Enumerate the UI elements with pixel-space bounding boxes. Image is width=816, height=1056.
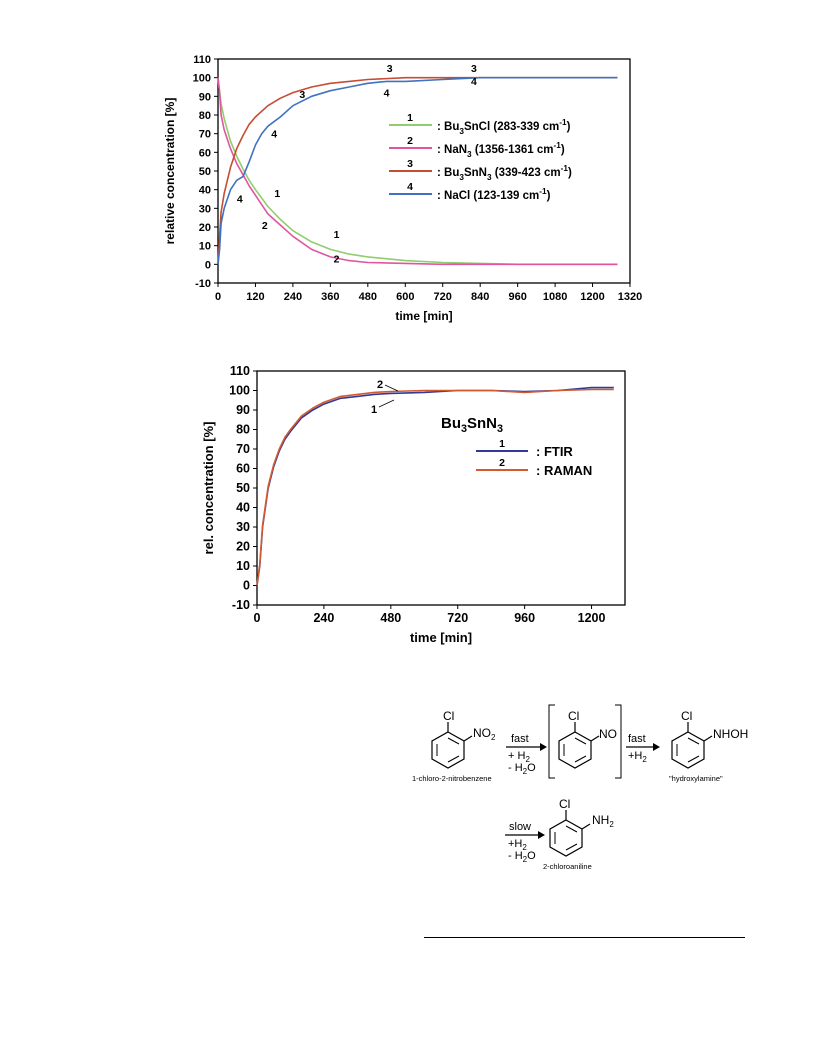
legend-label-1: : FTIR [536, 444, 573, 459]
hydroxylamine-name: "hydroxylamine" [669, 774, 723, 783]
callout-line-2 [385, 385, 398, 391]
x-tick-label: 1080 [542, 291, 568, 303]
x-tick-label: 0 [253, 611, 261, 625]
hydroxylamine-cl-label: Cl [681, 709, 693, 723]
aniline-nh2-label: $NH_2$ [592, 813, 614, 829]
curve-number-label: 1 [274, 188, 281, 201]
x-axis-label: time [min] [395, 309, 453, 323]
curve-number-label: 3 [471, 63, 477, 76]
aniline-cl-label: Cl [559, 797, 571, 811]
y-tick-label: 10 [236, 559, 250, 573]
benzene-ring-hydroxylamine [672, 722, 712, 768]
benzene-ring-reactant [432, 722, 472, 768]
bracket-left [549, 705, 555, 778]
x-tick-label: 840 [471, 291, 490, 303]
x-tick-label: 480 [358, 291, 377, 303]
bracket-right [615, 705, 621, 778]
legend-label-2: : NaN$_3$ (1356-1361 $cm^{-1}$) [437, 141, 565, 159]
nitroso-no-label: NO [599, 727, 617, 741]
plot-frame [257, 371, 625, 605]
x-tick-label: 1200 [577, 611, 606, 625]
x-tick-label: 0 [214, 291, 222, 303]
y-tick-label: 40 [198, 184, 211, 197]
x-tick-label: 720 [447, 611, 469, 625]
legend-number-1: 1 [407, 112, 413, 124]
chart-1 [163, 54, 642, 323]
y-tick-label: 90 [198, 91, 211, 104]
y-tick-label: 10 [198, 240, 211, 253]
y-tick-label: 50 [198, 166, 211, 178]
x-tick-label: 1200 [580, 291, 605, 303]
y-tick-label: 90 [236, 403, 250, 417]
reactant-cl-label: Cl [443, 709, 455, 723]
y-tick-label: 80 [236, 422, 250, 437]
curve-number-label: 1 [371, 404, 378, 416]
y-tick-label: -10 [231, 598, 250, 612]
legend-number-2: 2 [499, 457, 505, 469]
y-tick-label: 30 [236, 520, 250, 534]
curve-number-label: 2 [261, 219, 268, 232]
x-tick-label: 240 [313, 611, 335, 625]
x-tick-label: 120 [246, 291, 265, 303]
step1-reagent-h2: + $H_2$ [508, 750, 530, 764]
y-tick-label: 100 [192, 72, 211, 85]
x-tick-label: 720 [433, 291, 452, 303]
curve-number-label: 3 [386, 63, 393, 76]
hydroxylamine-nhoh-label: NHOH [713, 727, 749, 741]
step3-condition: slow [509, 821, 532, 833]
step2-reagent-h2: $+H_2$ [628, 750, 647, 764]
legend-number-3: 3 [407, 158, 413, 170]
legend-number-4: 4 [407, 181, 413, 193]
legend-number-2: 2 [407, 135, 413, 147]
y-tick-label: 30 [198, 203, 211, 216]
legend-label-4: : NaCl (123-139 $cm^{-1}$) [437, 187, 551, 202]
y-tick-label: 0 [243, 578, 250, 593]
y-tick-label: 40 [236, 500, 250, 515]
y-tick-label: 100 [229, 383, 250, 398]
reaction-scheme [412, 705, 748, 871]
x-tick-label: 960 [508, 291, 527, 303]
legend-title: $Bu_3SnN_3$ [441, 415, 504, 435]
y-tick-label: 80 [198, 110, 211, 122]
x-tick-label: 960 [514, 611, 536, 625]
x-tick-label: 240 [283, 291, 303, 303]
y-tick-label: 70 [198, 128, 211, 141]
step3-byproduct-h2o: - $H_2O$ [508, 850, 536, 864]
series-line-2 [257, 390, 614, 586]
reactant-name: 1-chloro-2-nitrobenzene [412, 774, 492, 783]
curve-number-label: 4 [471, 76, 477, 89]
reactant-no2-label: $NO_2$ [473, 726, 496, 742]
y-tick-label: 50 [236, 481, 250, 495]
x-tick-label: 480 [380, 611, 402, 625]
y-axis-label: relative concentration [%] [163, 97, 177, 245]
x-axis-label: time [min] [409, 630, 473, 645]
y-tick-label: 110 [193, 54, 211, 66]
product-name: 2-chloroaniline [543, 862, 592, 871]
x-tick-label: 1320 [617, 291, 643, 303]
curve-number-label: 2 [377, 379, 384, 391]
legend-label-1: : $Bu_3SnCl$ (283-339 $cm^{-1}$) [437, 118, 571, 136]
y-tick-label: 110 [229, 364, 250, 378]
legend-label-2: : RAMAN [536, 463, 593, 478]
curve-number-label: 3 [299, 89, 306, 102]
y-axis-label: rel. concentration [%] [201, 421, 216, 555]
curve-number-label: 4 [236, 193, 243, 206]
nitroso-cl-label: Cl [568, 709, 580, 723]
y-tick-label: 20 [236, 539, 250, 554]
legend-label-3: : $Bu_3SnN_3$ (339-423 $cm^{-1}$) [437, 164, 572, 182]
y-tick-label: 70 [236, 442, 250, 456]
y-tick-label: 0 [204, 259, 211, 272]
y-tick-label: 60 [236, 461, 250, 476]
y-tick-label: 20 [198, 222, 211, 234]
footnote-rule [424, 937, 745, 938]
curve-number-label: 4 [271, 128, 278, 141]
series-line-1 [257, 388, 614, 586]
x-tick-label: 600 [396, 291, 415, 303]
curve-number-label: 1 [333, 229, 340, 242]
benzene-ring-nitroso [559, 722, 599, 768]
step1-byproduct-h2o: - $H_2O$ [508, 762, 536, 776]
y-tick-label: -10 [195, 278, 211, 290]
callout-line-1 [379, 400, 394, 407]
x-tick-label: 360 [321, 291, 340, 303]
step2-condition: fast [628, 733, 646, 745]
step3-reagent-h2: $+H_2$ [508, 838, 527, 852]
benzene-ring-aniline [550, 810, 590, 856]
step1-condition: fast [511, 733, 529, 745]
y-tick-label: 60 [198, 147, 211, 160]
chart-2 [201, 364, 625, 645]
curve-number-label: 4 [383, 87, 390, 100]
curve-number-label: 2 [333, 253, 340, 266]
legend-number-1: 1 [499, 438, 505, 450]
